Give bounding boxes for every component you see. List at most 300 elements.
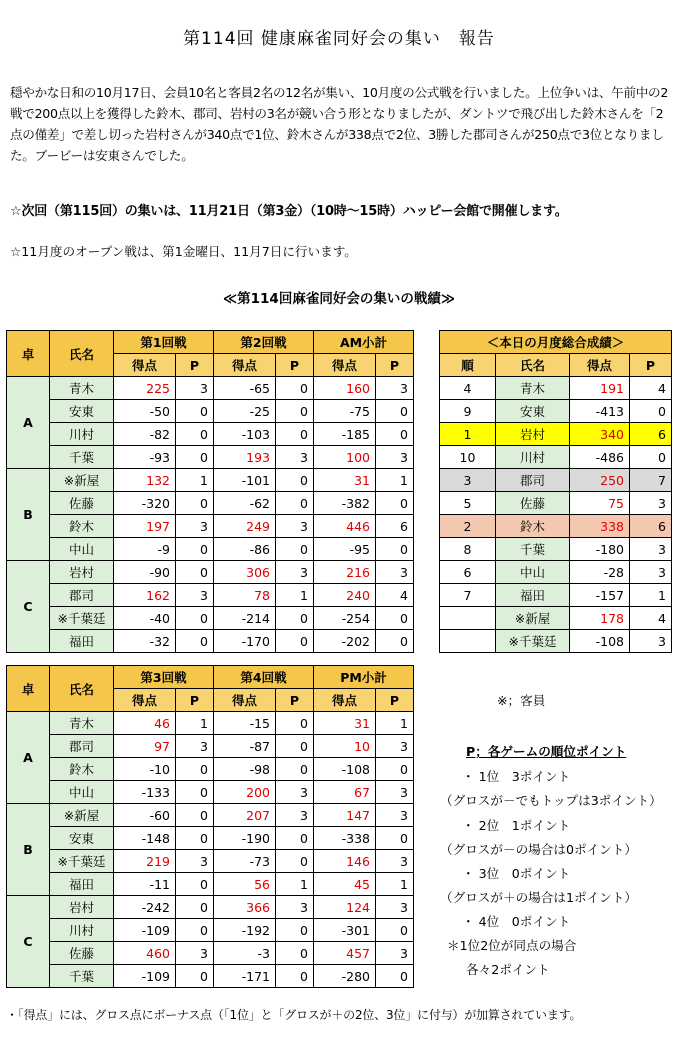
header-points: P [376,354,414,377]
player-name: 福田 [496,584,570,607]
subtotal-score-cell: -95 [314,538,376,561]
points-cell: 0 [276,377,314,400]
score-cell: 340 [570,423,630,446]
score-cell: -192 [214,919,276,942]
header-round-a: 第1回戦 [114,331,214,354]
points-cell: 0 [276,630,314,653]
points-cell: 6 [630,423,672,446]
table-row [7,561,414,584]
score-cell: -73 [214,850,276,873]
points-cell: 0 [276,423,314,446]
subtotal-points-cell: 0 [376,492,414,515]
points-cell: 3 [276,561,314,584]
score-cell: -86 [214,538,276,561]
subtotal-points-cell: 0 [376,827,414,850]
ranking-row [440,400,672,423]
rank-cell [440,630,496,653]
points-cell: 0 [276,607,314,630]
points-cell: 1 [276,584,314,607]
subtotal-score-cell: -108 [314,758,376,781]
points-cell: 6 [630,515,672,538]
ranking-row [440,561,672,584]
player-name: 郡司 [50,584,114,607]
table-row [7,400,414,423]
subtotal-score-cell: -338 [314,827,376,850]
score-cell: 46 [114,712,176,735]
points-cell: 1 [276,873,314,896]
legend-line: ・ 2位 1ポイント [462,818,571,833]
points-cell: 3 [276,804,314,827]
table-row [7,827,414,850]
points-cell: 3 [630,561,672,584]
score-cell: 56 [214,873,276,896]
player-name: 千葉 [50,965,114,988]
points-cell: 4 [630,377,672,400]
player-name: 岩村 [50,896,114,919]
player-name: 鈴木 [50,515,114,538]
table-row [7,942,414,965]
subtotal-score-cell: -382 [314,492,376,515]
subtotal-points-cell: 3 [376,804,414,827]
subtotal-points-cell: 0 [376,607,414,630]
player-name: 千葉 [50,446,114,469]
header-score: 得点 [570,354,630,377]
subtotal-score-cell: 45 [314,873,376,896]
rank-cell [440,607,496,630]
score-cell: -190 [214,827,276,850]
table-row [7,781,414,804]
score-cell: 78 [214,584,276,607]
header-score: 得点 [314,354,376,377]
subtotal-score-cell: 216 [314,561,376,584]
points-cell: 0 [276,400,314,423]
subtotal-points-cell: 6 [376,515,414,538]
header-table: 卓 [7,331,50,377]
score-cell: -242 [114,896,176,919]
score-cell: 338 [570,515,630,538]
points-cell: 3 [176,584,214,607]
points-cell: 0 [176,492,214,515]
points-cell: 0 [176,965,214,988]
monthly-ranking-table [439,330,672,653]
player-name: 青木 [50,712,114,735]
score-cell: 249 [214,515,276,538]
score-cell: 75 [570,492,630,515]
points-cell: 0 [176,423,214,446]
rank-cell: 1 [440,423,496,446]
player-name: 中山 [496,561,570,584]
score-cell: -103 [214,423,276,446]
subtotal-score-cell: 67 [314,781,376,804]
header-score: 得点 [314,689,376,712]
score-cell: 162 [114,584,176,607]
subtotal-score-cell: 10 [314,735,376,758]
player-name: 郡司 [50,735,114,758]
page-title: 第114回 健康麻雀同好会の集い 報告 [183,29,495,49]
score-cell: -25 [214,400,276,423]
score-cell: 460 [114,942,176,965]
subtotal-points-cell: 1 [376,712,414,735]
points-cell: 0 [176,561,214,584]
table-row [7,735,414,758]
ranking-row [440,630,672,653]
subtotal-points-cell: 3 [376,896,414,919]
points-cell: 0 [176,400,214,423]
table-row [7,607,414,630]
subtotal-points-cell: 0 [376,758,414,781]
header-points: P [176,689,214,712]
subtotal-points-cell: 3 [376,377,414,400]
points-cell: 1 [630,584,672,607]
table-row [7,965,414,988]
rank-cell: 5 [440,492,496,515]
table-group-label: C [7,561,50,653]
subtotal-score-cell: -301 [314,919,376,942]
ranking-row [440,584,672,607]
subtotal-points-cell: 3 [376,561,414,584]
subtotal-score-cell: 146 [314,850,376,873]
subtotal-points-cell: 0 [376,965,414,988]
score-cell: -98 [214,758,276,781]
subtotal-points-cell: 3 [376,850,414,873]
guest-legend: ※；客員 [497,693,546,708]
score-cell: 306 [214,561,276,584]
subtotal-points-cell: 0 [376,423,414,446]
score-cell: -9 [114,538,176,561]
player-name: 岩村 [50,561,114,584]
points-cell: 0 [176,919,214,942]
player-name: 青木 [496,377,570,400]
score-cell: -109 [114,919,176,942]
header-name: 氏名 [496,354,570,377]
points-cell: 0 [276,850,314,873]
points-cell: 0 [176,630,214,653]
rank-cell: 9 [440,400,496,423]
ranking-row [440,538,672,561]
score-cell: -413 [570,400,630,423]
rank-cell: 7 [440,584,496,607]
am-results-table [6,330,414,653]
score-cell: -62 [214,492,276,515]
subtotal-points-cell: 1 [376,873,414,896]
header-table: 卓 [7,666,50,712]
score-cell: -50 [114,400,176,423]
score-cell: -87 [214,735,276,758]
table-row [7,873,414,896]
player-name: 郡司 [496,469,570,492]
points-cell: 0 [630,446,672,469]
score-cell: 193 [214,446,276,469]
player-name: 佐藤 [50,492,114,515]
points-cell: 3 [276,896,314,919]
header-row [7,666,414,689]
score-cell: -15 [214,712,276,735]
score-cell: -32 [114,630,176,653]
points-cell: 3 [176,942,214,965]
subtotal-score-cell: -254 [314,607,376,630]
ranking-row [440,423,672,446]
points-cell: 0 [276,538,314,561]
player-name: 中山 [50,781,114,804]
ranking-row [440,377,672,400]
subtotal-score-cell: -75 [314,400,376,423]
player-name: 安東 [50,827,114,850]
player-name: ※千葉廷 [496,630,570,653]
score-cell: -157 [570,584,630,607]
player-name: 安東 [50,400,114,423]
table-row [7,584,414,607]
subtotal-points-cell: 0 [376,919,414,942]
score-cell: -82 [114,423,176,446]
player-name: 川村 [50,423,114,446]
table-row [7,712,414,735]
table-group-label: A [7,712,50,804]
subtotal-points-cell: 3 [376,781,414,804]
subtotal-points-cell: 4 [376,584,414,607]
subtotal-points-cell: 0 [376,400,414,423]
points-cell: 0 [276,827,314,850]
score-cell: 219 [114,850,176,873]
subtotal-points-cell: 0 [376,630,414,653]
header-points: P [276,354,314,377]
score-cell: -65 [214,377,276,400]
legend-line: ＊1位2位が同点の場合 [447,938,577,953]
player-name: 青木 [50,377,114,400]
score-cell: 178 [570,607,630,630]
points-cell: 0 [276,965,314,988]
header-round-b: 第2回戦 [214,331,314,354]
points-cell: 3 [176,515,214,538]
score-cell: -60 [114,804,176,827]
player-name: 福田 [50,873,114,896]
score-cell: -28 [570,561,630,584]
score-cell: -170 [214,630,276,653]
score-cell: 200 [214,781,276,804]
points-cell: 0 [176,827,214,850]
rank-cell: 8 [440,538,496,561]
score-cell: -101 [214,469,276,492]
points-cell: 0 [176,538,214,561]
subtotal-score-cell: -202 [314,630,376,653]
table-row [7,469,414,492]
ranking-title: ＜本日の月度総合成績＞ [440,331,672,354]
next-meeting-notice: ☆次回（第115回）の集いは、11月21日（第3金）（10時～15時）ハッピー会館で開催します。 [10,204,568,219]
header-round-b: 第4回戦 [214,666,314,689]
subtotal-points-cell: 0 [376,538,414,561]
score-cell: -214 [214,607,276,630]
table-row [7,377,414,400]
points-cell: 0 [176,896,214,919]
open-match-notice: ☆11月度のオープン戦は、第1金曜日、11月7日に行います。 [10,244,357,259]
rank-cell: 6 [440,561,496,584]
points-cell: 0 [276,942,314,965]
subtotal-score-cell: 446 [314,515,376,538]
score-cell: -133 [114,781,176,804]
subtotal-score-cell: 160 [314,377,376,400]
points-cell: 3 [176,735,214,758]
points-cell: 0 [176,446,214,469]
header-points: P [176,354,214,377]
table-row [7,515,414,538]
legend-line: ・ 1位 3ポイント [462,769,571,784]
points-cell: 0 [276,919,314,942]
player-name: 岩村 [496,423,570,446]
rank-cell: 3 [440,469,496,492]
player-name: ※新屋 [50,804,114,827]
points-cell: 0 [176,873,214,896]
ranking-row [440,469,672,492]
points-legend-heading: P；各ゲームの順位ポイント [466,744,627,759]
legend-line: （グロスが－でもトップは3ポイント） [440,793,662,808]
subtotal-score-cell: 457 [314,942,376,965]
table-row [7,538,414,561]
header-score: 得点 [214,354,276,377]
score-cell: 132 [114,469,176,492]
points-cell: 3 [630,538,672,561]
player-name: 川村 [50,919,114,942]
table-row [7,492,414,515]
legend-line: （グロスが－の場合は0ポイント） [440,842,637,857]
player-name: 福田 [50,630,114,653]
results-subtitle: ≪第114回麻雀同好会の集いの戦績≫ [223,291,455,307]
header-subtotal: PM小計 [314,666,414,689]
header-points: P [376,689,414,712]
subtotal-score-cell: 147 [314,804,376,827]
table-group-label: B [7,469,50,561]
ranking-row [440,446,672,469]
ranking-row [440,515,672,538]
score-cell: -93 [114,446,176,469]
points-cell: 0 [276,712,314,735]
score-cell: -11 [114,873,176,896]
rank-cell: 10 [440,446,496,469]
table-row [7,446,414,469]
header-points: P [276,689,314,712]
score-cell: -90 [114,561,176,584]
subtotal-points-cell: 3 [376,942,414,965]
score-cell: -109 [114,965,176,988]
header-row [7,331,414,354]
points-cell: 1 [176,712,214,735]
header-rank: 順 [440,354,496,377]
points-cell: 3 [276,446,314,469]
pm-results-table [6,665,414,988]
points-cell: 4 [630,607,672,630]
points-cell: 0 [276,492,314,515]
points-cell: 3 [630,630,672,653]
footnote: ・「得点」には、グロス点にボーナス点（「1位」と「グロスが＋の2位、3位」に付与）が加算されています。 [6,1008,582,1022]
score-cell: -108 [570,630,630,653]
header-score: 得点 [114,354,176,377]
subtotal-points-cell: 3 [376,446,414,469]
table-group-label: A [7,377,50,469]
score-cell: 250 [570,469,630,492]
points-cell: 7 [630,469,672,492]
table-row [7,850,414,873]
points-cell: 0 [176,804,214,827]
score-cell: 191 [570,377,630,400]
points-cell: 0 [176,758,214,781]
subtotal-score-cell: 124 [314,896,376,919]
table-row [7,919,414,942]
score-cell: -171 [214,965,276,988]
player-name: 鈴木 [50,758,114,781]
legend-line: （グロスが＋の場合は1ポイント） [440,890,637,905]
points-cell: 0 [276,758,314,781]
score-cell: -486 [570,446,630,469]
player-name: 川村 [496,446,570,469]
score-cell: 366 [214,896,276,919]
table-group-label: B [7,804,50,896]
header-points: P [630,354,672,377]
player-name: ※千葉廷 [50,607,114,630]
subtotal-points-cell: 1 [376,469,414,492]
player-name: ※新屋 [496,607,570,630]
header-name: 氏名 [50,331,114,377]
points-cell: 0 [276,735,314,758]
header-round-a: 第3回戦 [114,666,214,689]
legend-line: ・ 3位 0ポイント [462,866,571,881]
score-cell: -180 [570,538,630,561]
header-subtotal: AM小計 [314,331,414,354]
player-name: 佐藤 [496,492,570,515]
points-cell: 1 [176,469,214,492]
rank-cell: 2 [440,515,496,538]
score-cell: 207 [214,804,276,827]
ranking-row [440,492,672,515]
subtotal-score-cell: 31 [314,469,376,492]
points-cell: 3 [276,515,314,538]
subtotal-score-cell: -185 [314,423,376,446]
score-cell: -10 [114,758,176,781]
player-name: 千葉 [496,538,570,561]
rank-cell: 4 [440,377,496,400]
legend-line: ・ 4位 0ポイント [462,914,571,929]
score-cell: -148 [114,827,176,850]
player-name: 佐藤 [50,942,114,965]
points-cell: 3 [630,492,672,515]
header-score: 得点 [214,689,276,712]
report-paragraph: 穏やかな日和の10月17日、会員10名と客員2名の12名が集い、10月度の公式戦を行いました。上位争いは、午前中の2戦で200点以上を獲得した鈴木、郡司、岩村の3名が競い合う形となりましたが、ダントツで飛び出した鈴木さんを「2点の僅差」で差し切った岩村さんが340点で1位、鈴木さんが338点で2位、3勝した郡司さんが250点で3位となりました。ブービーは安東さんでした。 [10,85,669,163]
table-row [7,630,414,653]
points-cell: 3 [276,781,314,804]
player-name: 中山 [50,538,114,561]
table-row [7,804,414,827]
legend-line: 各々2ポイント [466,962,550,977]
subtotal-points-cell: 3 [376,735,414,758]
points-cell: 0 [276,469,314,492]
score-cell: 225 [114,377,176,400]
points-cell: 3 [176,377,214,400]
ranking-row [440,607,672,630]
score-cell: -320 [114,492,176,515]
subtotal-score-cell: -280 [314,965,376,988]
table-row [7,423,414,446]
score-cell: 197 [114,515,176,538]
ranking-title-row [440,331,672,354]
player-name: ※新屋 [50,469,114,492]
points-cell: 3 [176,850,214,873]
table-row [7,896,414,919]
points-cell: 0 [630,400,672,423]
points-cell: 0 [176,607,214,630]
player-name: 鈴木 [496,515,570,538]
score-cell: -3 [214,942,276,965]
score-cell: 97 [114,735,176,758]
ranking-header-row [440,354,672,377]
subtotal-score-cell: 31 [314,712,376,735]
table-row [7,758,414,781]
